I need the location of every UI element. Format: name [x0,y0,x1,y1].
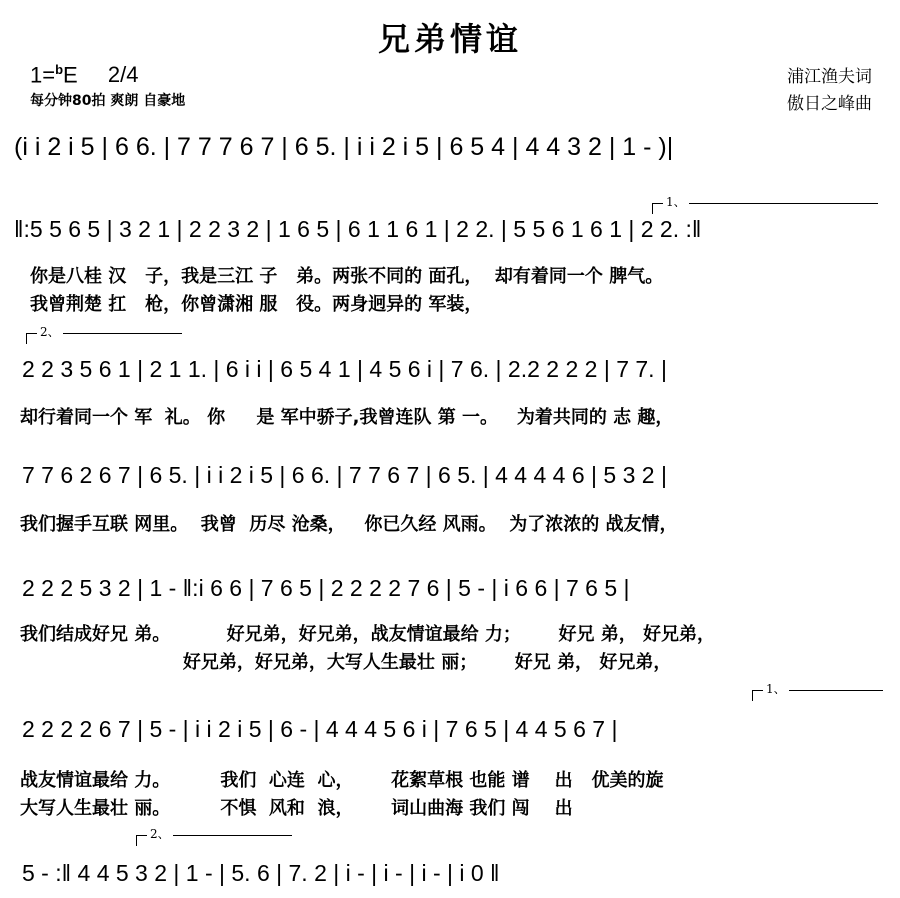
lyrics-line-6-verse-2: 大写人生最壮 丽。 不惧 风和 浪， 词山曲海 我们 闯 出 [20,798,573,819]
composer: 傲日之峰曲 [787,94,872,114]
notes-line-6: 2 2 2 2 6 7 | 5 - | i i 2 i 5 | 6 - | 4 4 4 5 6 i | 7 6 5 | 4 4 5 6 7 | [22,716,618,742]
song-title: 兄弟情谊 [377,20,522,58]
volta-1-bracket: 1、 [652,203,878,214]
volta-2-bracket-b: 2、 [136,835,292,846]
lyrics-line-5-verse-2: 好兄弟，好兄弟，大写人生最壮 丽； 好兄 弟， 好兄弟， [20,652,672,673]
score-line-6 [0,716,900,752]
score-line-5 [0,575,900,611]
lyrics-line-2-verse-1: 你是八桂 汉 子，我是三江 子 弟。两张不同的 面孔， 却有着同一个 脾气。 [30,266,664,287]
lyricist: 浦江渔夫词 [787,67,872,87]
score-line-1 [0,133,900,169]
notes-line-1: (i i 2 i 5 | 6 6. | 7 7 7 6 7 | 6 5. | i i 2 i 5 | 6 5 4 | 4 4 3 2 | 1 - )| [14,133,674,161]
volta-2-bracket: 2、 [26,333,182,344]
time-signature: 2/4 [107,62,139,88]
key-note: E [63,62,78,88]
key-signature [30,62,185,88]
lyrics-line-4: 我们握手互联 网里。 我曾 历尽 沧桑， 你已久经 风雨。 为了浓浓的 战友情， [20,514,678,535]
flat-sign-icon: b [55,62,64,77]
song-meta-left [30,62,185,110]
notes-line-5: 2 2 2 5 3 2 | 1 - ‖:i 6 6 | 7 6 5 | 2 2 2 2 7 6 | 5 - | i 6 6 | 7 6 5 | [22,575,630,601]
song-credits [787,64,872,118]
lyrics-line-3: 却行着同一个 军 礼。 你 是 军中骄子,我曾连队 第 一。 为着共同的 志 趣， [20,407,674,428]
notes-line-7: 5 - :‖ 4 4 5 3 2 | 1 - | 5. 6 | 7. 2 | i - | i - | i - | i 0 ‖ [22,860,500,886]
notes-line-2: ‖:5 5 6 5 | 3 2 1 | 2 2 3 2 | 1 6 5 | 6 1 1 6 1 | 2 2. | 5 5 6 1 6 1 | 2 2. :‖ [14,216,702,242]
score-line-3 [0,356,900,392]
lyrics-line-5-verse-1: 我们结成好兄 弟。 好兄弟，好兄弟，战友情谊最给 力； 好兄 弟， 好兄弟， [20,624,716,645]
lyrics-line-2-verse-2: 我曾荆楚 扛 枪，你曾潇湘 服 役。两身迥异的 军装， [30,294,483,315]
score-line-7 [0,860,900,896]
notes-line-3: 2 2 3 5 6 1 | 2 1 1. | 6 i i | 6 5 4 1 | 4 5 6 i | 7 6. | 2.2 2 2 2 | 7 7. | [22,356,667,382]
lyrics-line-6-verse-1: 战友情谊最给 力。 我们 心连 心， 花絮草根 也能 谱 出 优美的旋 [20,770,664,791]
volta-1-bracket-b: 1、 [752,690,883,701]
notes-line-4: 7 7 6 2 6 7 | 6 5. | i i 2 i 5 | 6 6. | 7 7 6 7 | 6 5. | 4 4 4 4 6 | 5 3 2 | [22,462,667,488]
key-label: 1= [30,62,56,88]
score-line-2 [0,216,900,252]
score-line-4 [0,462,900,498]
tempo-marking: 每分钟80拍 爽朗 自豪地 [30,93,186,110]
